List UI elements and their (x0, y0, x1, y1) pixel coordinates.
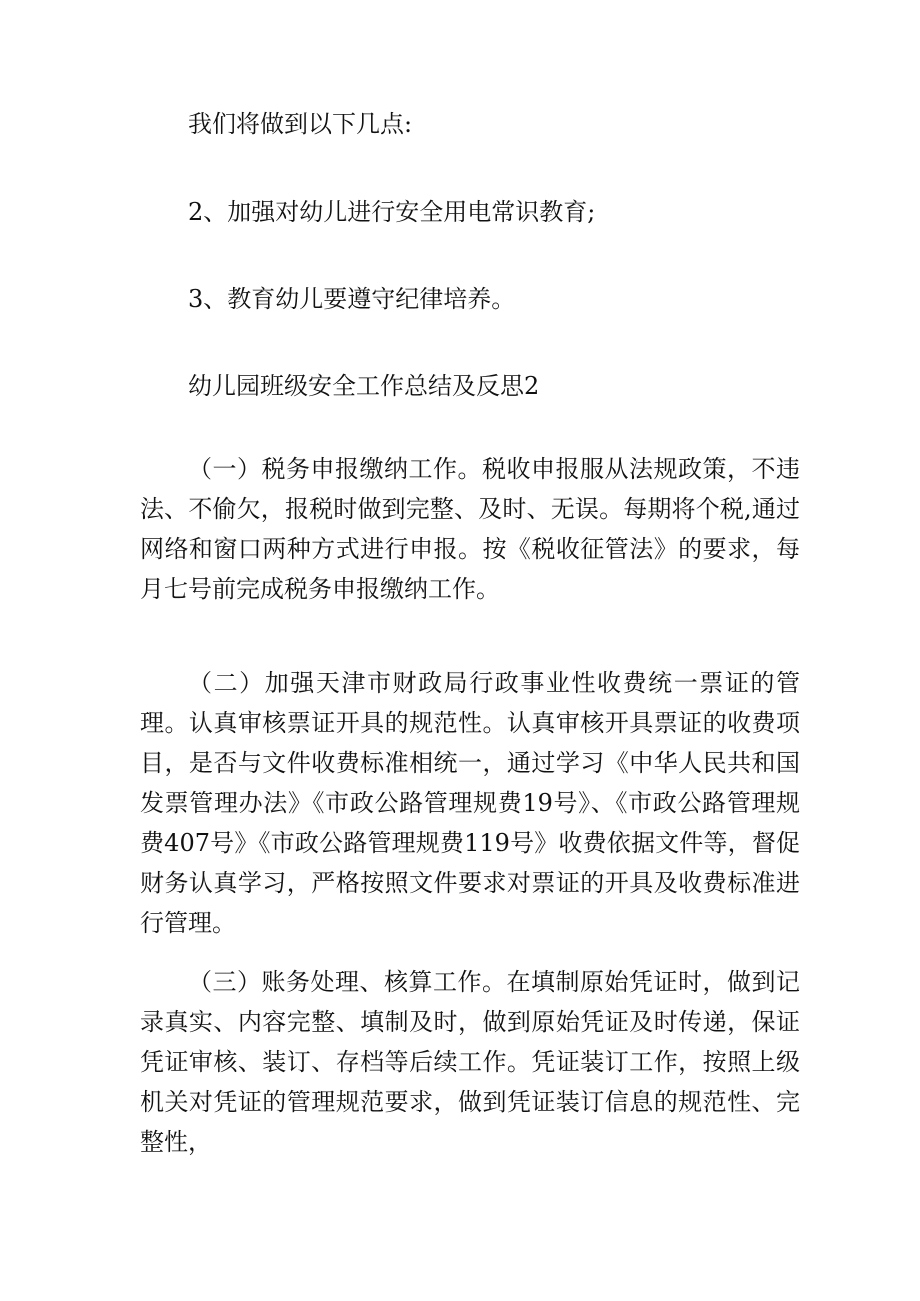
intro-line: 我们将做到以下几点: (188, 110, 413, 138)
paragraph-tax-filing: （一）税务申报缴纳工作。税收申报服从法规政策，不违法、不偷欠，报税时做到完整、及时、无误。每期将个税,通过网络和窗口两种方式进行申报。按《税收征管法》的要求，每月七号前完成税务申报缴纳工作。 (140, 455, 800, 603)
paragraph-receipt-management: （二）加强天津市财政局行政事业性收费统一票证的管理。认真审核票证开具的规范性。认真审核开具票证的收费项目，是否与文件收费标准相统一，通过学习《中华人民共和国发票管理办法》《市政公路管理规费19号》、《市政公路管理规费407号》《市政公路管理规费119号》收费依据文件等，督促财务认真学习，严格按照文件要求对票证的开具及收费标准进行管理。 (140, 669, 800, 937)
list-item-2: 2、加强对幼儿进行安全用电常识教育; (188, 198, 596, 226)
section-title: 幼儿园班级安全工作总结及反思2 (188, 372, 540, 400)
paragraph-accounting: （三）账务处理、核算工作。在填制原始凭证时，做到记录真实、内容完整、填制及时，做到原始凭证及时传递，保证凭证审核、装订、存档等后续工作。凭证装订工作，按照上级机关对凭证的管理规范要求，做到凭证装订信息的规范性、完整性， (140, 968, 800, 1156)
list-item-3: 3、教育幼儿要遵守纪律培养。 (188, 285, 516, 313)
